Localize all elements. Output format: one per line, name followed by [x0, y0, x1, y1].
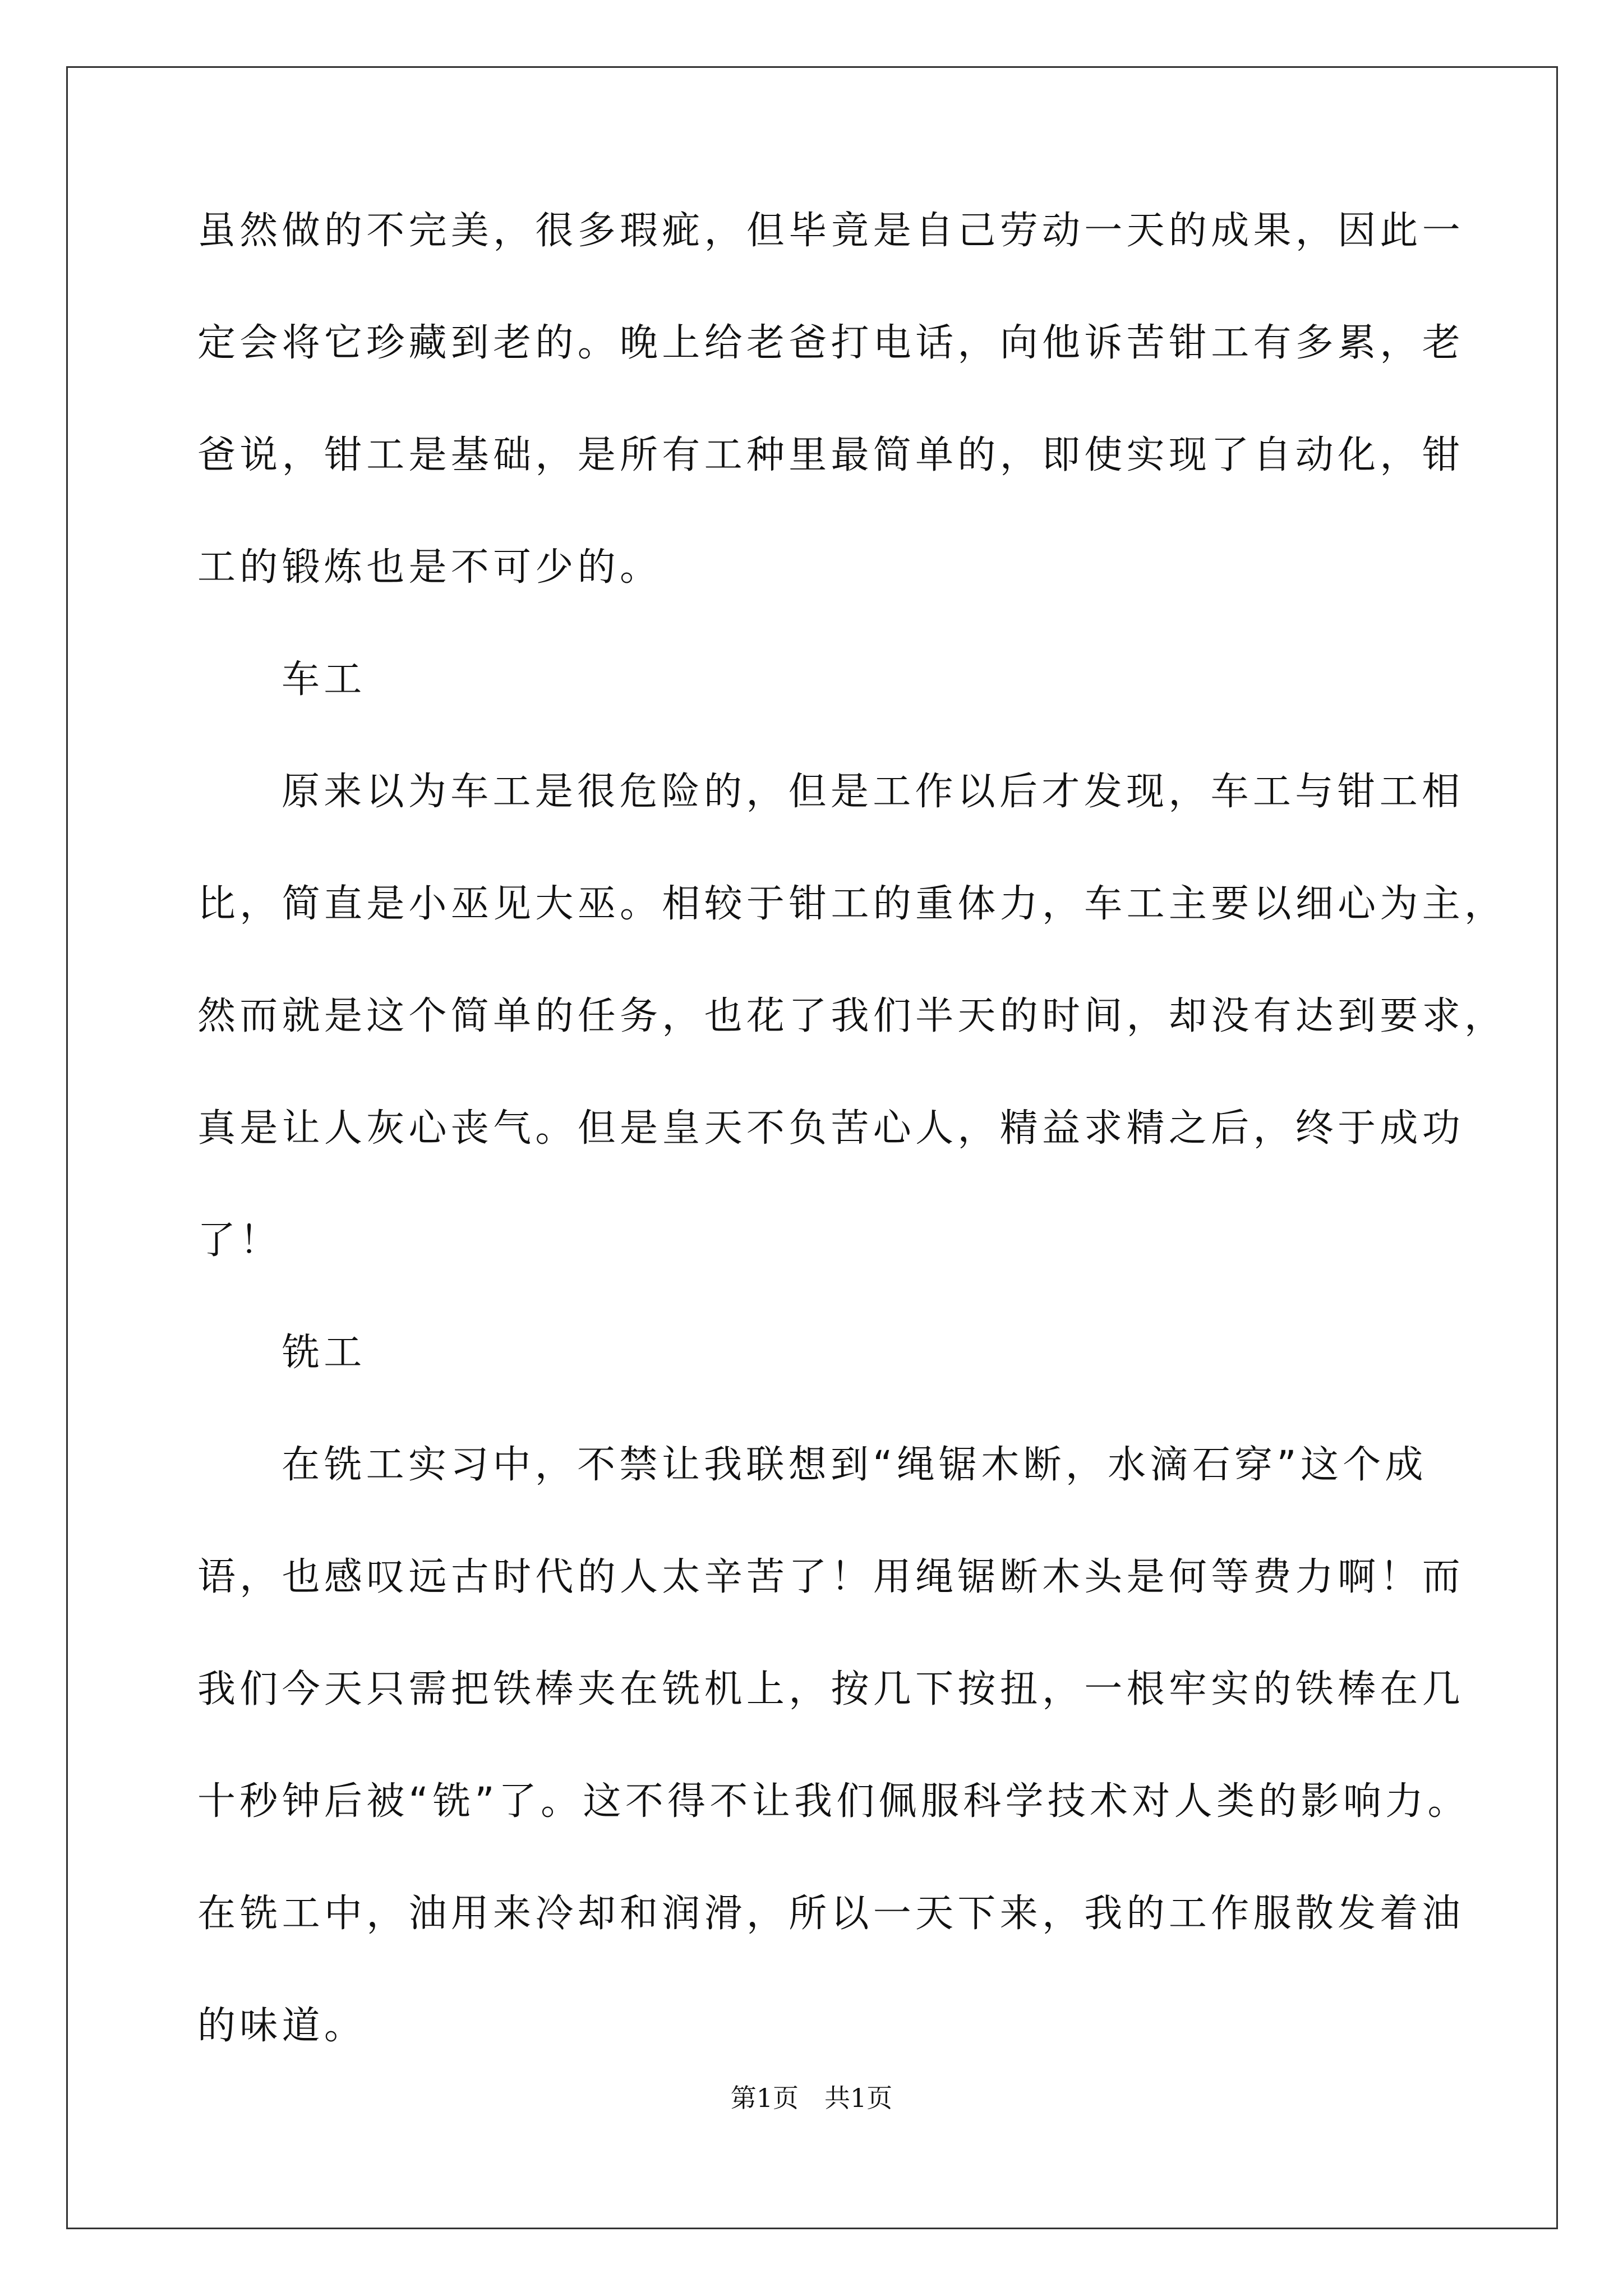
text-line: 定会将它珍藏到老的。晚上给老爸打电话，向他诉苦钳工有多累，老 [197, 321, 1465, 365]
text-line: 爸说，钳工是基础，是所有工种里最简单的，即使实现了自动化，钳 [197, 433, 1465, 477]
section-heading-milling: 铣工 [282, 1331, 366, 1375]
text-line: 然而就是这个简单的任务，也花了我们半天的时间，却没有达到要求， [197, 994, 1507, 1038]
text-line: 真是让人灰心丧气。但是皇天不负苦心人，精益求精之后，终于成功 [197, 1106, 1465, 1151]
page-number-footer: 第1页 共1页 [730, 2083, 893, 2113]
text-line: 原来以为车工是很危险的，但是工作以后才发现，车工与钳工相 [282, 770, 1464, 814]
text-line: 比，简直是小巫见大巫。相较于钳工的重体力，车工主要以细心为主， [197, 882, 1507, 926]
text-line: 虽然做的不完美，很多瑕疵，但毕竟是自己劳动一天的成果，因此一 [197, 209, 1465, 253]
text-line: 在铣工中，油用来冷却和润滑，所以一天下来，我的工作服散发着油 [197, 1892, 1465, 1936]
text-line: 语，也感叹远古时代的人太辛苦了！用绳锯断木头是何等费力啊！而 [197, 1555, 1465, 1599]
text-line: 工的锻炼也是不可少的。 [197, 545, 662, 590]
text-line: 的味道。 [197, 2004, 367, 2048]
text-line: 我们今天只需把铁棒夹在铣机上，按几下按扭，一根牢实的铁棒在几 [197, 1667, 1465, 1711]
text-line: 了！ [197, 1218, 282, 1263]
text-line: 十秒钟后被“铣”了。这不得不让我们佩服科学技术对人类的影响力。 [197, 1779, 1470, 1824]
text-line: 在铣工实习中，不禁让我联想到“绳锯木断，水滴石穿”这个成 [282, 1443, 1427, 1487]
section-heading-lathe: 车工 [282, 657, 366, 702]
